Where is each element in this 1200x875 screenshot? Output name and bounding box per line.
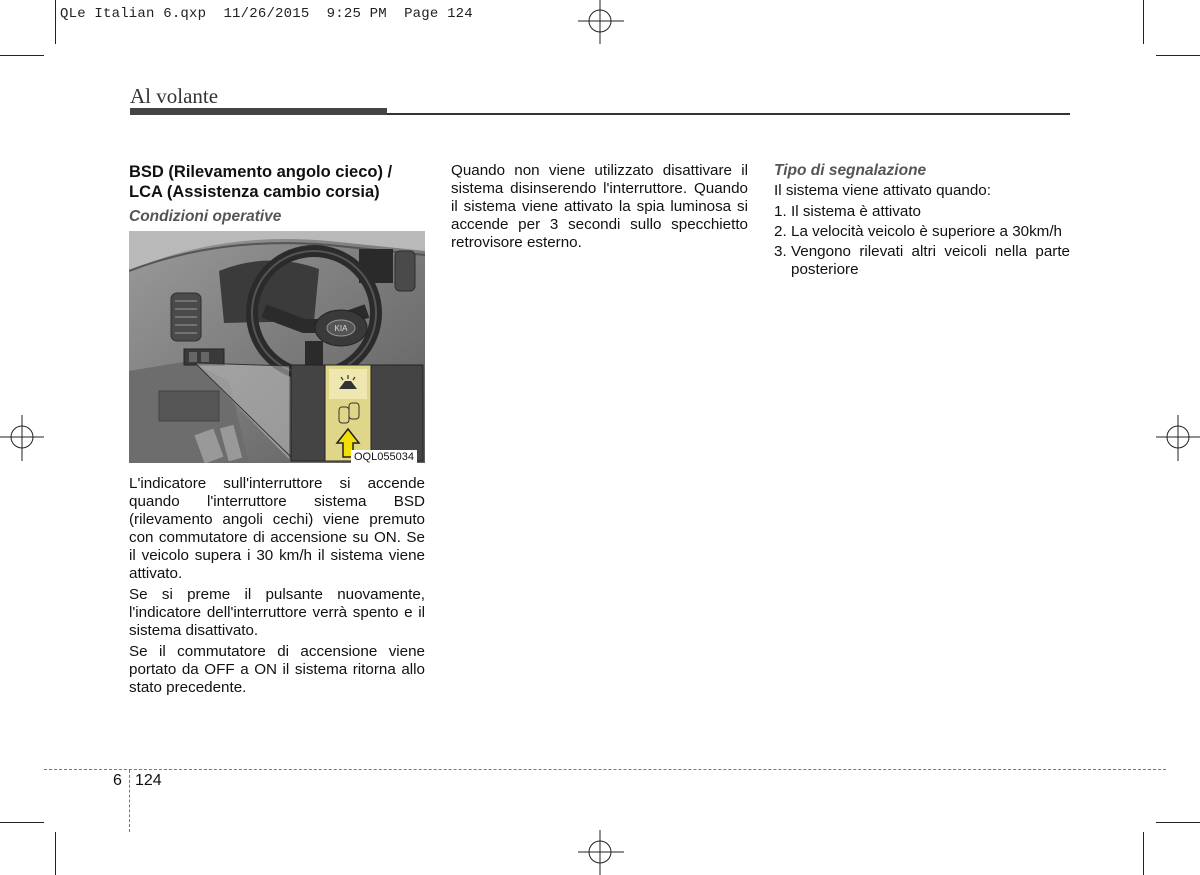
paragraph: Se si preme il pulsante nuovamente, l'indicatore dell'interruttore verrà spento e il sistema disattivato. bbox=[129, 586, 425, 639]
intro-text: Il sistema viene attivato quando: bbox=[774, 182, 991, 199]
list-item bbox=[774, 223, 1070, 241]
list-item-number: 3. bbox=[774, 243, 787, 260]
slug-date: 11/26/2015 bbox=[223, 6, 310, 22]
crop-mark bbox=[0, 822, 44, 823]
slug-time: 9:25 PM bbox=[326, 6, 387, 22]
dashboard-illustration bbox=[129, 231, 425, 463]
crop-mark bbox=[55, 0, 56, 44]
column-1 bbox=[129, 162, 425, 226]
chapter-number: 6 bbox=[113, 772, 122, 789]
footer-rule bbox=[44, 769, 1166, 770]
paragraph: Se il commutatore di accensione viene portato da OFF a ON il sistema ritorna allo stato precedente. bbox=[129, 643, 425, 696]
header-rule-accent bbox=[130, 108, 387, 115]
registration-mark bbox=[1156, 415, 1200, 461]
crop-mark bbox=[0, 55, 44, 56]
registration-mark bbox=[0, 415, 44, 461]
registration-mark bbox=[578, 830, 624, 875]
slug-file: QLe Italian 6.qxp bbox=[60, 6, 207, 22]
subheading: Condizioni operative bbox=[129, 208, 282, 225]
column-2 bbox=[451, 162, 748, 255]
heading-line-2: LCA (Assistenza cambio corsia) bbox=[129, 183, 380, 201]
crop-mark bbox=[1143, 0, 1144, 44]
conditions-list bbox=[774, 203, 1070, 279]
crop-mark bbox=[1156, 822, 1200, 823]
slug-page: Page 124 bbox=[404, 6, 473, 22]
svg-text:KIA: KIA bbox=[334, 324, 348, 333]
dashboard-figure bbox=[129, 231, 425, 463]
crop-mark bbox=[1156, 55, 1200, 56]
subheading: Tipo di segnalazione bbox=[774, 162, 927, 179]
list-item-text: La velocità veicolo è superiore a 30km/h bbox=[791, 223, 1062, 240]
column-1-body bbox=[129, 475, 425, 700]
crop-mark bbox=[1143, 832, 1144, 875]
footer-divider bbox=[129, 770, 130, 832]
list-item bbox=[774, 203, 1070, 221]
page-number: 124 bbox=[135, 772, 162, 789]
column-3 bbox=[774, 162, 1070, 281]
list-item-text: Vengono rilevati altri veicoli nella parte posteriore bbox=[791, 243, 1070, 278]
list-item-number: 1. bbox=[774, 203, 787, 220]
section-title: Al volante bbox=[130, 84, 219, 108]
section-heading bbox=[129, 162, 425, 202]
list-item-number: 2. bbox=[774, 223, 787, 240]
paragraph: Quando non viene utilizzato disattivare il sistema disinserendo l'interruttore. Quando il sistema viene attivato la spia luminosa si accende per 3 secondi sullo specchietto retrovisore esterno. bbox=[451, 162, 748, 251]
print-slug bbox=[60, 6, 473, 22]
figure-caption: OQL055034 bbox=[351, 450, 417, 464]
registration-mark bbox=[578, 0, 624, 44]
heading-line-1: BSD (Rilevamento angolo cieco) / bbox=[129, 163, 393, 181]
list-item bbox=[774, 243, 1070, 279]
list-item-text: Il sistema è attivato bbox=[791, 203, 921, 220]
paragraph: L'indicatore sull'interruttore si accende quando l'interruttore sistema BSD (rilevamento angoli cechi) viene premuto con commutatore di accensione su ON. Se il veicolo supera i 30 km/h il sistema viene attivato. bbox=[129, 475, 425, 582]
crop-mark bbox=[55, 832, 56, 875]
